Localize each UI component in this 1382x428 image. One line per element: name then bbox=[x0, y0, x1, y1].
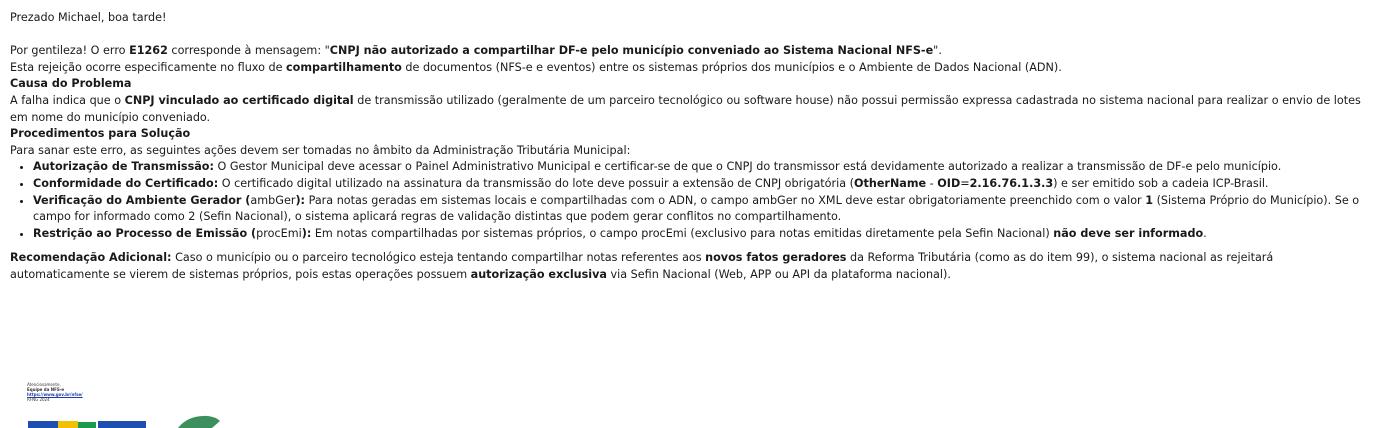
context-text: de documentos (NFS-e e eventos) entre os sistemas próprios dos municípios e o Ambiente de Dados Nacional (ADN). bbox=[401, 60, 1062, 74]
item-field: procEmi bbox=[256, 226, 302, 240]
item-text: (Sistema Próprio do Município). Se o campo for informado como 2 (Sefin Nacional), o sistema aplicará regras de validação distintas que podem gerar conflitos no compartilhamento. bbox=[33, 193, 1360, 224]
item-title: Restrição ao Processo de Emissão ( bbox=[33, 226, 257, 240]
signature-link[interactable]: https://www.gov.br/nfse/ bbox=[27, 392, 83, 397]
item-title: Autorização de Transmissão: bbox=[33, 160, 214, 174]
email-body bbox=[10, 10, 1372, 284]
item-text: . bbox=[1203, 226, 1207, 240]
nfse-logo bbox=[28, 412, 228, 428]
item-bold: 2.16.76.1.3.3 bbox=[969, 176, 1054, 190]
cause-bold: CNPJ vinculado ao certificado digital bbox=[124, 93, 354, 107]
cause-text: A falha indica que o bbox=[10, 93, 125, 107]
logo-block-green bbox=[78, 422, 96, 428]
intro-paragraph bbox=[10, 43, 1372, 60]
list-item bbox=[33, 159, 1372, 176]
greeting: Prezado Michael, boa tarde! bbox=[10, 11, 167, 24]
recommendation-paragraph bbox=[10, 250, 1372, 283]
recommendation-text: da Reforma Tributária (como as do item 99), o sistema nacional as rejeitará automaticamente se vierem de sistemas próprios, pois estas operações possuem bbox=[10, 251, 1274, 281]
item-text: ) e ser emitido sob a cadeia ICP-Brasil. bbox=[1053, 176, 1269, 190]
list-item bbox=[33, 193, 1372, 226]
item-text: Em notas compartilhadas por sistemas próprios, o campo procEmi (exclusivo para notas emitidas diretamente pela Sefin Nacional) bbox=[311, 226, 1054, 240]
procedures-intro: Para sanar este erro, as seguintes ações devem ser tomadas no âmbito da Administração Tributária Municipal: bbox=[10, 143, 631, 157]
item-field: ambGer bbox=[250, 193, 296, 207]
recommendation-text: via Sefin Nacional (Web, APP ou API da plataforma nacional). bbox=[606, 267, 951, 281]
signature-closing: Atenciosamente, bbox=[27, 382, 61, 387]
item-text: Para notas geradas em sistemas locais e compartilhadas com o ADN, o campo ambGer no XML deve estar obrigatoriamente preenchido com o valor bbox=[305, 193, 1146, 207]
item-title: Conformidade do Certificado: bbox=[33, 176, 219, 190]
recommendation-label: Recomendação Adicional: bbox=[10, 251, 172, 265]
intro-text: corresponde à mensagem: " bbox=[167, 44, 330, 58]
item-title: ): bbox=[301, 226, 312, 240]
context-paragraph bbox=[10, 60, 1372, 77]
recommendation-text: Caso o município ou o parceiro tecnológico esteja tentando compartilhar notas referentes aos bbox=[171, 251, 706, 265]
context-bold: compartilhamento bbox=[286, 60, 402, 74]
signature-block bbox=[27, 382, 187, 402]
cause-heading: Causa do Problema bbox=[10, 77, 132, 91]
context-text: Esta rejeição ocorre especificamente no fluxo de bbox=[10, 60, 287, 74]
item-text: O certificado digital utilizado na assinatura da transmissão do lote deve possuir a extensão de CNPJ obrigatória ( bbox=[218, 176, 855, 190]
intro-text: Por gentileza! O erro bbox=[10, 44, 130, 58]
signature-small: RFNG 2024 bbox=[27, 397, 50, 402]
item-bold: não deve ser informado bbox=[1053, 226, 1204, 240]
recommendation-bold: novos fatos geradores bbox=[705, 251, 847, 265]
cause-paragraph bbox=[10, 93, 1372, 126]
intro-text: ". bbox=[933, 44, 942, 58]
item-bold: OID bbox=[937, 176, 961, 190]
list-item bbox=[33, 226, 1372, 243]
item-text: = bbox=[960, 176, 970, 190]
list-item bbox=[33, 176, 1372, 193]
logo-block-yellow bbox=[58, 421, 78, 428]
logo-block-blue-2 bbox=[98, 421, 146, 428]
recommendation-bold: autorização exclusiva bbox=[470, 267, 607, 281]
logo-arc-green bbox=[178, 416, 220, 428]
logo-block-blue bbox=[28, 421, 58, 428]
item-text: - bbox=[926, 176, 938, 190]
item-bold: 1 bbox=[1145, 193, 1154, 207]
item-bold: OtherName bbox=[854, 176, 927, 190]
signature-team: Equipe da NFS-e bbox=[27, 387, 65, 392]
item-text: O Gestor Municipal deve acessar o Painel Administrativo Municipal e certificar-se de que o CNPJ do transmissor está devidamente autorizado a realizar a transmissão de DF-e pelo município. bbox=[213, 160, 1282, 174]
error-code: E1262 bbox=[129, 44, 168, 58]
item-title: ): bbox=[295, 193, 306, 207]
error-message: CNPJ não autorizado a compartilhar DF-e pelo município conveniado ao Sistema Nacional NFS-e bbox=[329, 44, 934, 58]
cause-text: de transmissão utilizado (geralmente de um parceiro tecnológico ou software house) não possui permissão expressa cadastrada no sistema nacional para realizar o envio de lotes em nome do município conveniado. bbox=[10, 93, 1361, 124]
procedures-list bbox=[10, 159, 1372, 242]
procedures-heading: Procedimentos para Solução bbox=[10, 127, 191, 141]
item-title: Verificação do Ambiente Gerador ( bbox=[33, 193, 251, 207]
